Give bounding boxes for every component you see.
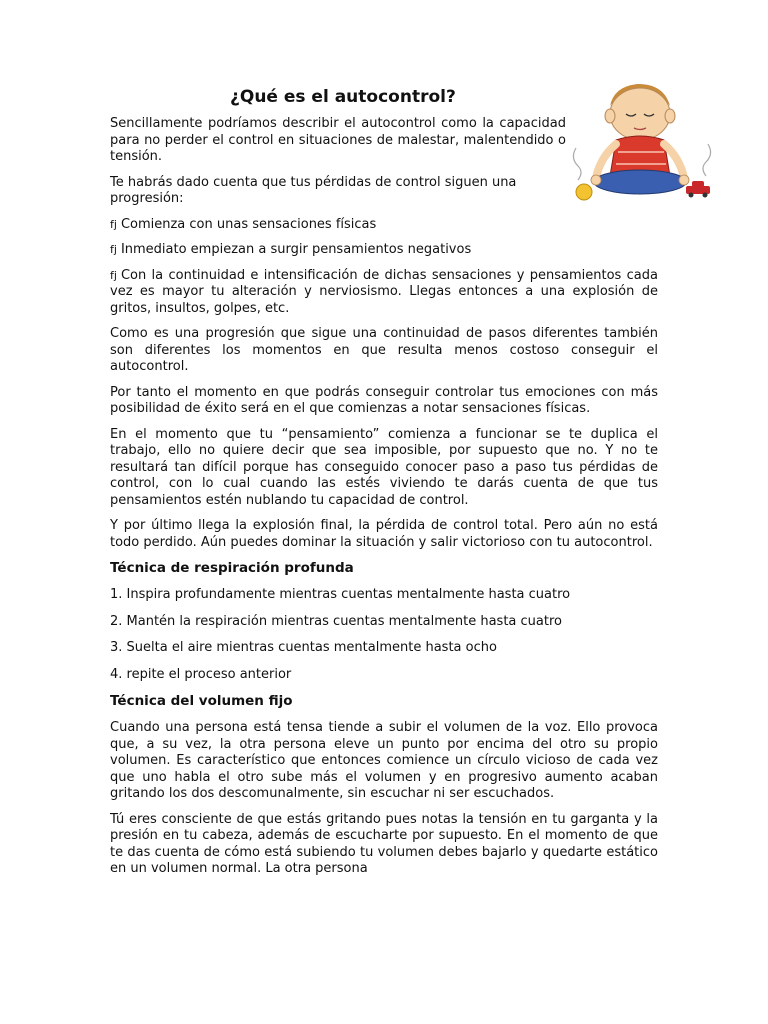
breathing-steps-list (110, 587, 658, 683)
section-heading-volume: Técnica del volumen fijo (110, 693, 293, 709)
bullet-mark: fj (110, 268, 117, 282)
body-paragraph: Y por último llega la explosión final, la pérdida de control total. Pero aún no está todo perdido. Aún puedes dominar la situación y salir victorioso con tu autocontrol. (110, 518, 658, 550)
bullet-text: Inmediato empiezan a surgir pensamientos negativos (120, 242, 472, 257)
bullet-item (110, 242, 658, 259)
document-page (110, 86, 658, 887)
list-item: 4. repite el proceso anterior (110, 666, 292, 682)
bullet-mark: fj (110, 217, 117, 231)
body-paragraph: En el momento que tu “pensamiento” comienza a funcionar se te duplica el trabajo, ello no quiere decir que sea imposible, por supuesto que no. Y no te resultará tan difícil porque has conseguido conocer paso a paso tus pérdidas de control, con lo cual cuando las estés viviendo te darás cuenta de que tus pensamientos estén nublando tu capacidad de control. (110, 426, 658, 508)
bullet-item (110, 268, 658, 318)
intro-paragraph: Sencillamente podríamos describir el autocontrol como la capacidad para no perder el control en situaciones de malestar, malentendido o tensión. (110, 116, 566, 164)
bullet-text: Con la continuidad e intensificación de dichas sensaciones y pensamientos cada vez es mayor tu alteración y nerviosismo. Llegas entonces a una explosión de gritos, insultos, golpes, etc. (110, 267, 658, 316)
section-heading-breathing: Técnica de respiración profunda (110, 560, 354, 576)
body-paragraph: Tú eres consciente de que estás gritando pues notas la tensión en tu garganta y la presión en tu cabeza, además de escucharte por supuesto. En el momento de que te das cuenta de cómo está subiendo tu volumen debes bajarlo y quedarte estático en un volumen normal. La otra persona (110, 811, 658, 876)
bullet-mark: fj (110, 243, 117, 256)
list-item: 3. Suelta el aire mientras cuentas mentalmente hasta ocho (110, 640, 497, 655)
body-paragraph: Cuando una persona está tensa tiende a subir el volumen de la voz. Ello provoca que, a su vez, la otra persona eleve un punto por encima del otro su propio volumen. Es característico que entonces comience un círculo vicioso de cada vez que uno habla el otro sube más el volumen y en progresivo aumento acaban gritando los dos descomunalmente, sin escuchar ni ser escuchados. (110, 720, 658, 801)
body-paragraph: Por tanto el momento en que podrás conseguir controlar tus emociones con más posibilidad de éxito será en el que comienzas a notar sensaciones físicas. (110, 384, 658, 416)
bullet-text: Comienza con unas sensaciones físicas (120, 216, 377, 232)
progression-intro: Te habrás dado cuenta que tus pérdidas de control siguen una progresión: (110, 174, 517, 206)
list-item: 2. Mantén la respiración mientras cuentas mentalmente hasta cuatro (110, 613, 562, 629)
bullet-item (110, 217, 658, 234)
list-item: 1. Inspira profundamente mientras cuentas mentalmente hasta cuatro (110, 587, 571, 602)
document-title: ¿Qué es el autocontrol? (230, 87, 456, 107)
body-paragraph: Como es una progresión que sigue una continuidad de pasos diferentes también son diferentes los momentos en que resulta menos costoso conseguir el autocontrol. (110, 326, 658, 374)
